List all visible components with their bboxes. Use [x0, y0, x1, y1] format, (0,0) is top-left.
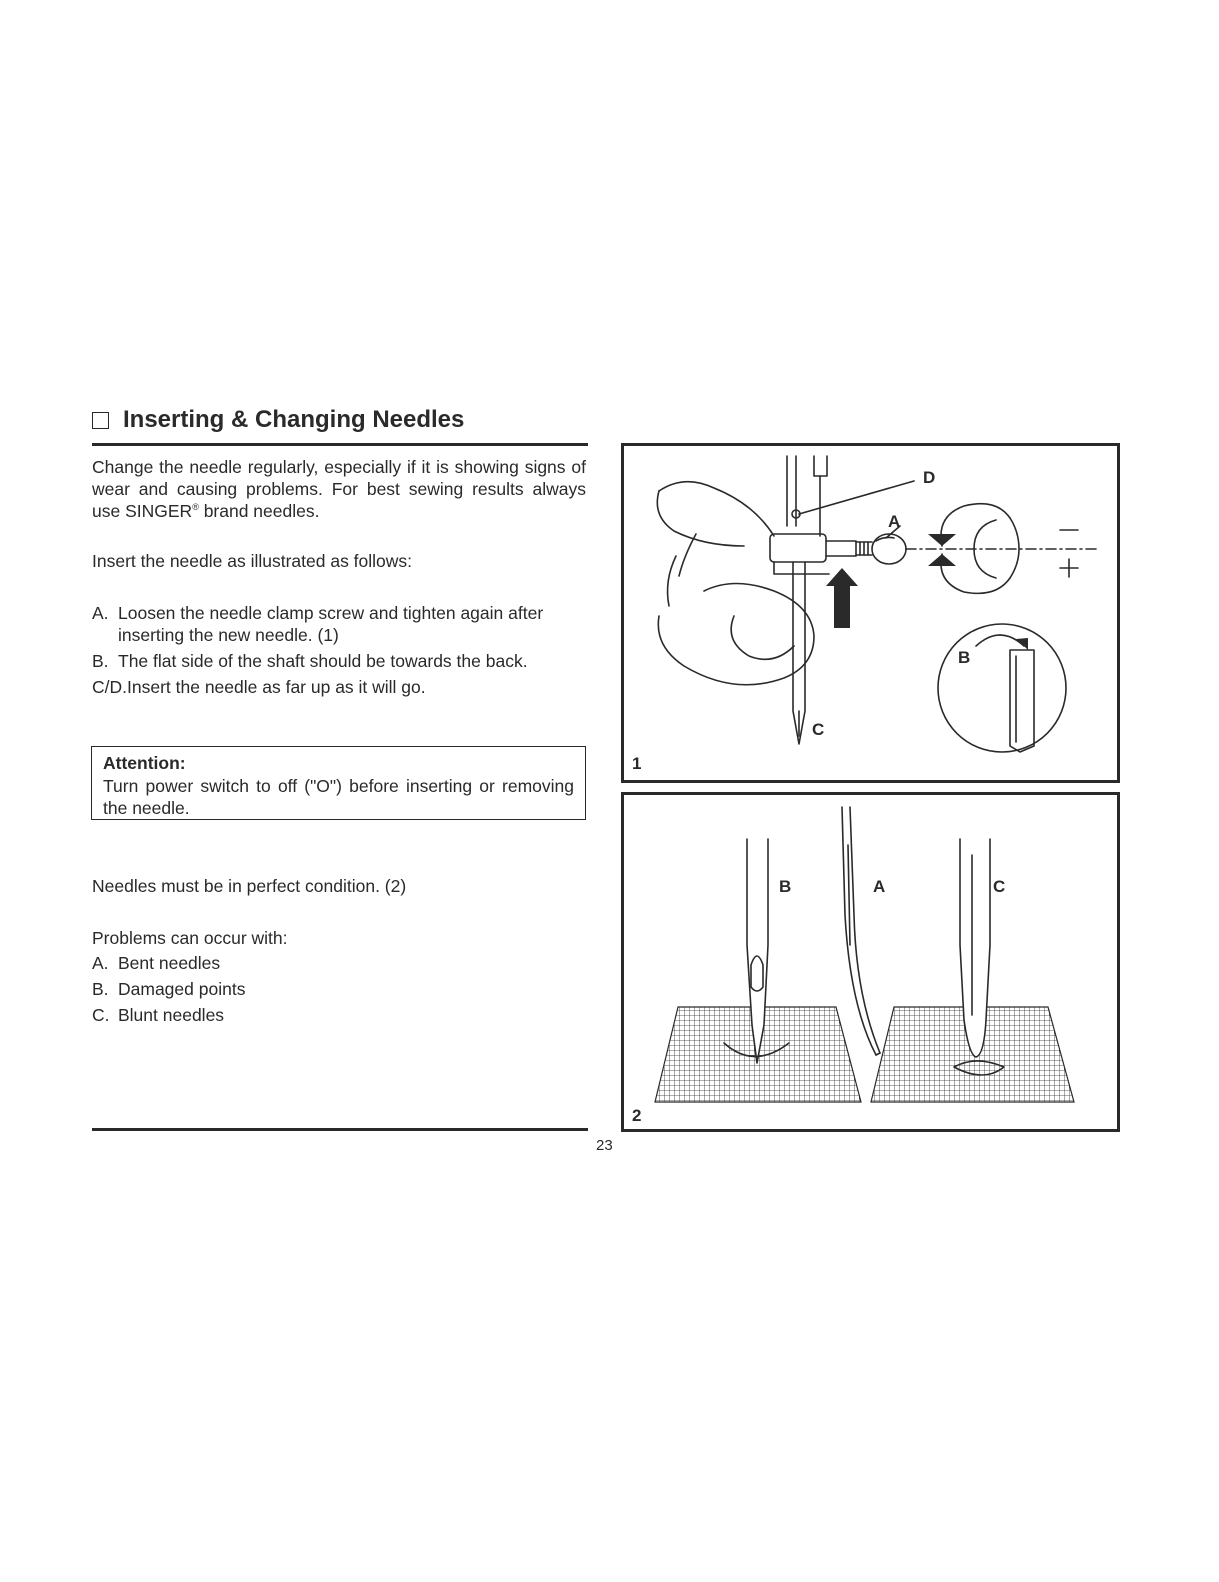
list-item	[92, 1004, 245, 1026]
needle-insertion-illustration	[624, 446, 1117, 780]
checkbox-square-icon	[92, 412, 109, 429]
intro-text-part2: brand needles.	[198, 501, 320, 521]
label-a: A	[888, 512, 901, 531]
figure-number: 2	[632, 1106, 642, 1125]
problem-text: Blunt needles	[118, 1005, 225, 1025]
insert-intro: Insert the needle as illustrated as follows:	[92, 551, 413, 571]
list-item	[92, 952, 245, 974]
registered-mark: ®	[192, 502, 199, 513]
attention-box	[91, 746, 586, 820]
figure-1	[621, 443, 1120, 783]
label-b: B	[958, 648, 971, 667]
attention-title: Attention:	[103, 753, 186, 773]
problem-key: A.	[92, 953, 109, 973]
list-item	[92, 602, 586, 646]
condition-paragraph: Needles must be in perfect condition. (2)	[92, 876, 407, 896]
attention-body: Turn power switch to off ("O") before inserting or removing the needle.	[103, 776, 574, 818]
figure-number: 1	[632, 754, 642, 773]
intro-paragraph	[92, 456, 586, 522]
problem-list	[92, 952, 245, 1030]
label-c: C	[993, 877, 1006, 896]
list-item	[92, 978, 245, 1000]
section-heading	[92, 406, 464, 434]
top-rule	[92, 443, 588, 446]
label-d: D	[923, 468, 936, 487]
list-item	[92, 650, 586, 672]
label-a: A	[873, 877, 886, 896]
problem-text: Bent needles	[118, 953, 221, 973]
step-text: The flat side of the shaft should be towards the back.	[118, 651, 528, 671]
step-list	[92, 602, 586, 702]
step-text: Insert the needle as far up as it will go.	[127, 677, 426, 697]
problem-text: Damaged points	[118, 979, 246, 999]
label-c: C	[812, 720, 825, 739]
problem-key: C.	[92, 1005, 110, 1025]
figure-2	[621, 792, 1120, 1132]
step-text: Loosen the needle clamp screw and tighten again after inserting the new needle. (1)	[118, 603, 544, 645]
step-key: A.	[92, 603, 109, 623]
bottom-rule	[92, 1128, 588, 1131]
problem-key: B.	[92, 979, 109, 999]
problems-intro: Problems can occur with:	[92, 928, 288, 948]
needle-condition-illustration	[624, 795, 1117, 1129]
list-item	[92, 676, 586, 698]
label-b: B	[779, 877, 792, 896]
page-number: 23	[596, 1137, 613, 1154]
step-key: B.	[92, 651, 109, 671]
step-key: C/D.	[92, 677, 127, 697]
intro-text-part1: Change the needle regularly, especially if it is showing signs of wear and causing problems. For best sewing results always use SINGER	[92, 457, 586, 521]
section-title: Inserting & Changing Needles	[123, 406, 465, 433]
